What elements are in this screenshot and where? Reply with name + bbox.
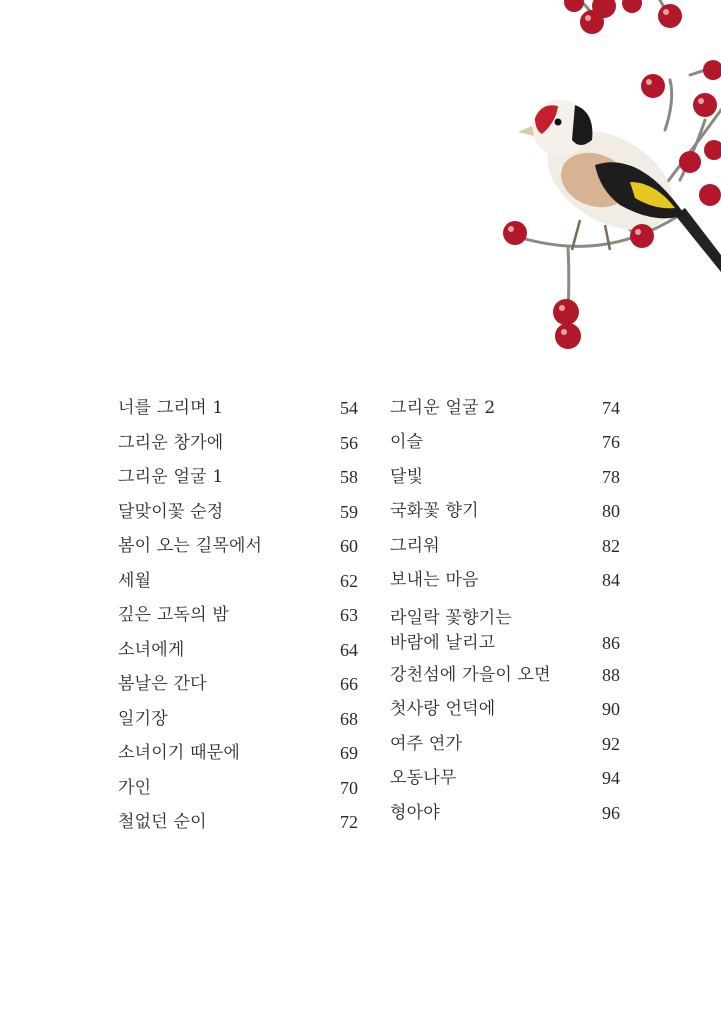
toc-entry[interactable]	[118, 638, 358, 663]
toc-entry[interactable]	[118, 396, 358, 421]
toc-entry-page-number: 62	[340, 571, 358, 591]
toc-entry-title: 봄이 오는 길목에서	[118, 536, 263, 556]
toc-entry[interactable]	[118, 500, 358, 525]
toc-entry[interactable]	[390, 606, 620, 656]
toc-entry[interactable]	[390, 396, 620, 421]
toc-entry-title: 달맞이꽃 순정	[118, 502, 224, 522]
goldfinch-berry-illustration-icon	[480, 0, 721, 360]
toc-entry-page-number: 94	[602, 768, 620, 788]
toc-entry[interactable]	[118, 707, 358, 732]
toc-entry[interactable]	[390, 568, 620, 593]
toc-entry-page-number: 72	[340, 812, 358, 832]
toc-entry[interactable]	[118, 776, 358, 801]
toc-entry-page-number: 88	[602, 665, 620, 685]
toc-entry[interactable]	[390, 663, 620, 688]
toc-entry-page-number: 69	[340, 743, 358, 763]
toc-entry-page-number: 64	[340, 640, 358, 660]
toc-entry-page-number: 90	[602, 699, 620, 719]
toc-entry-title: 가인	[118, 778, 152, 798]
toc-entry-title: 오동나무	[390, 768, 457, 788]
toc-entry-page-number: 80	[602, 501, 620, 521]
toc-entry-page-number: 76	[602, 432, 620, 452]
toc-entry-title: 라일락 꽃향기는 바람에 날리고	[390, 608, 512, 653]
toc-entry[interactable]	[390, 732, 620, 757]
toc-entry[interactable]	[390, 465, 620, 490]
toc-entry-page-number: 66	[340, 674, 358, 694]
toc-entry-page-number: 59	[340, 502, 358, 522]
toc-entry[interactable]	[118, 810, 358, 835]
toc-entry-title: 깊은 고독의 밤	[118, 605, 229, 625]
toc-entry-page-number: 84	[602, 570, 620, 590]
toc-entry-page-number: 60	[340, 536, 358, 556]
toc-entry-title: 그리운 얼굴 1	[118, 467, 224, 487]
toc-entry-page-number: 96	[602, 803, 620, 823]
toc-entry-page-number: 82	[602, 536, 620, 556]
toc-entry-title: 세월	[118, 571, 152, 591]
toc-entry[interactable]	[390, 697, 620, 722]
toc-entry-title: 너를 그리며 1	[118, 398, 224, 418]
toc-entry-title: 철없던 순이	[118, 812, 207, 832]
toc-entry-page-number: 63	[340, 605, 358, 625]
toc-entry-page-number: 68	[340, 709, 358, 729]
toc-entry-title: 달빛	[390, 467, 424, 487]
toc-entry-page-number: 74	[602, 398, 620, 418]
toc-entry[interactable]	[118, 431, 358, 456]
toc-entry-title: 국화꽃 향기	[390, 501, 479, 521]
toc-entry-title: 소녀에게	[118, 640, 185, 660]
toc-entry[interactable]	[118, 741, 358, 766]
toc-entry-title: 그리운 창가에	[118, 433, 224, 453]
toc-entry-title: 그리운 얼굴 2	[390, 398, 496, 418]
toc-entry-title: 그리워	[390, 536, 440, 556]
toc-entry-title: 형아야	[390, 803, 440, 823]
toc-entry-title: 소녀이기 때문에	[118, 743, 240, 763]
toc-entry-page-number: 92	[602, 734, 620, 754]
toc-entry-title: 일기장	[118, 709, 168, 729]
toc-entry[interactable]	[118, 534, 358, 559]
toc-entry-title: 봄날은 간다	[118, 674, 207, 694]
toc-entry[interactable]	[390, 801, 620, 826]
toc-entry-page-number: 78	[602, 467, 620, 487]
toc-entry[interactable]	[118, 569, 358, 594]
toc-entry-title: 여주 연가	[390, 734, 463, 754]
toc-entry-page-number: 54	[340, 398, 358, 418]
toc-entry-page-number: 58	[340, 467, 358, 487]
toc-entry[interactable]	[390, 534, 620, 559]
toc-entry-title: 강천섬에 가을이 오면	[390, 665, 551, 685]
toc-entry[interactable]	[390, 499, 620, 524]
toc-entry-page-number: 86	[602, 633, 620, 653]
toc-entry[interactable]	[118, 603, 358, 628]
toc-entry-page-number: 70	[340, 778, 358, 798]
toc-entry[interactable]	[118, 672, 358, 697]
toc-entry-title: 첫사랑 언덕에	[390, 699, 496, 719]
toc-entry-title: 이슬	[390, 432, 424, 452]
toc-entry[interactable]	[390, 766, 620, 791]
toc-entry-page-number: 56	[340, 433, 358, 453]
toc-entry-title: 보내는 마음	[390, 570, 479, 590]
toc-entry[interactable]	[390, 430, 620, 455]
toc-entry[interactable]	[118, 465, 358, 490]
